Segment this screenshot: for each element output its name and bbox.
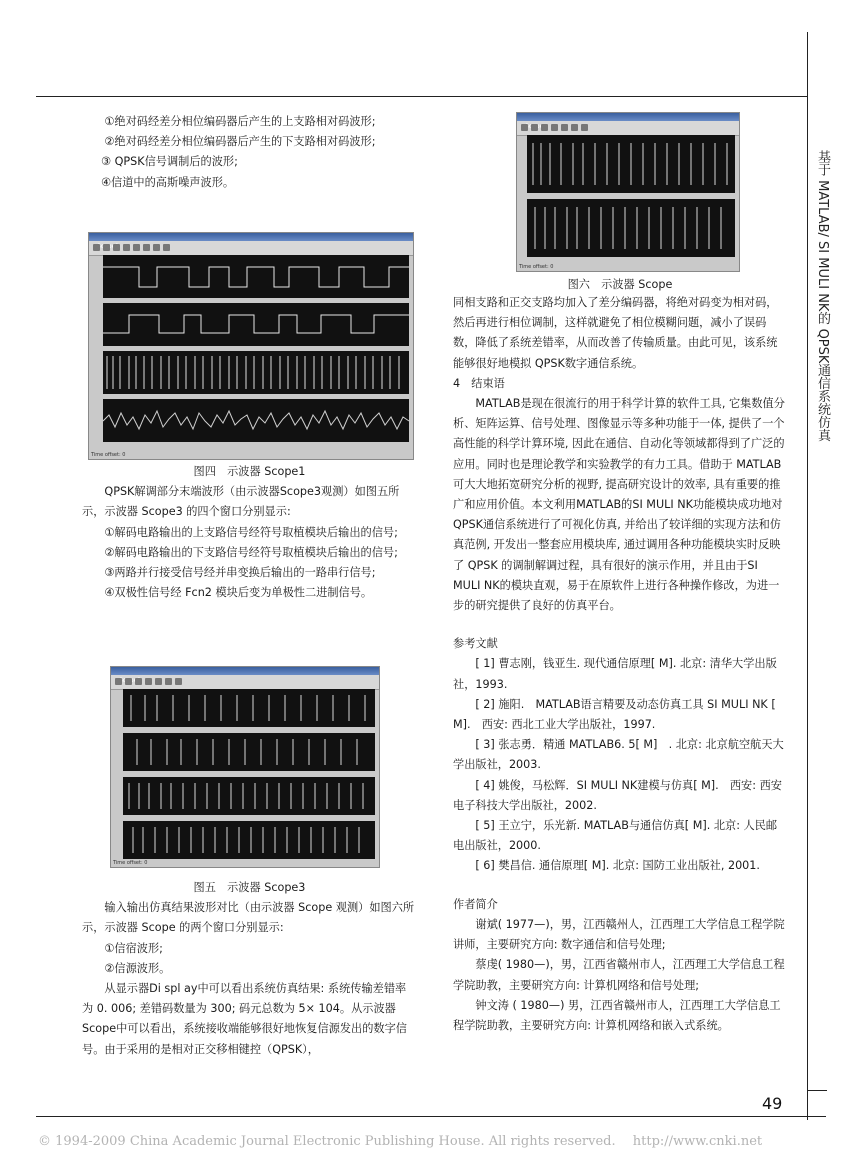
window-titlebar (111, 667, 379, 675)
paragraph: MATLAB是现在很流行的用于科学计算的软件工具, 它集数值分析、矩阵运算、信号处理、图像显示等多种功能于一体, 提供了一个高性能的科学计算环境, 因此在通信、自动化等领域都得到了广泛的应用。同时也是理论教学和实验教学的有力工具。借助于 MATLAB可大大地拓宽研究分析的视野, 提高研究设计的效率, 具有重要的推广和应用价值。本文利用MATLAB的SI MULI NK功能模块成功地对QPSK通信系统进行了可视化仿真, 并给出了较详细的实现方法和仿真范例, 开发出一整套应用模块库, 通过调用各种功能模块实时反映了 QPSK 的调制解调过程，具有很好的演示作用，并且由于SI MULI NK的模块直观，易于在原软件上进行各种操作修改，为进一步的研究提供了良好的仿真平台。 (453, 397, 785, 613)
reference-item: [ 1] 曹志刚，钱亚生. 现代通信原理[ M]. 北京: 清华大学出版社，1993. (453, 657, 777, 691)
section-heading: 4 结束语 (453, 376, 505, 390)
right-column (453, 293, 787, 1036)
paragraph: ③ QPSK信号调制后的波形; (101, 155, 238, 169)
paragraph: ④信道中的高斯噪声波形。 (101, 175, 235, 189)
reference-item: [ 4] 姚俊，马松辉．SI MULI NK建模与仿真[ M]. 西安: 西安电子科技大学出版社，2002. (453, 778, 782, 812)
scope-plots (517, 133, 739, 271)
paragraph: ①信宿波形; (104, 941, 163, 955)
left-column (82, 112, 417, 193)
scope3-figure (110, 666, 380, 868)
window-titlebar (517, 113, 739, 121)
fig5-caption-block (82, 878, 417, 1060)
paragraph: ②信源波形。 (104, 961, 171, 975)
header-rule (36, 96, 808, 97)
author-bio: 蔡虔( 1980—)，男，江西省赣州市人，江西理工大学信息工程学院助教，主要研究方向: 计算机网络和信号处理; (453, 958, 785, 992)
scope3-plots (111, 687, 379, 867)
figure-caption: 图五 示波器 Scope3 (193, 881, 306, 894)
time-offset-label: Time offset: 0 (91, 452, 126, 458)
window-titlebar (89, 233, 413, 241)
copyright-footer: © 1994-2009 China Academic Journal Electronic Publishing House. All rights reserved. http://www.cnki.net (38, 1134, 763, 1149)
scope-figure (516, 112, 740, 272)
time-offset-label: Time offset: 0 (113, 860, 148, 866)
reference-item: [ 5] 王立宁，乐光新. MATLAB与通信仿真[ M]. 北京: 人民邮电出版社，2000. (453, 819, 778, 853)
time-offset-label: Time offset: 0 (519, 264, 554, 270)
author-bio: 钟文涛 ( 1980—) 男，江西省赣州市人，江西理工大学信息工程学院助教，主要研究方向: 计算机网络和嵌入式系统。 (453, 998, 781, 1032)
fig4-caption-block (82, 462, 417, 603)
scope1-plots (89, 253, 413, 459)
paragraph: ①解码电路输出的上支路信号经符号取植模块后输出的信号; (104, 525, 398, 539)
paragraph: ①绝对码经差分相位编码器后产生的上支路相对码波形; (104, 115, 376, 128)
paragraph: 从显示器Di spl ay中可以看出系统仿真结果: 系统传输差错率为 0. 006; 差错码数量为 300; 码元总数为 5× 104。从示波器 Scope中可以看出，系统接收端能够很好地恢复信源发出的数字信号。由于采用的是相对正交移相键控（QPSK）， (82, 982, 407, 1056)
scope1-figure (88, 232, 414, 460)
paragraph: 同相支路和正交支路均加入了差分编码器，将绝对码变为相对码，然后再进行相位调制，这样就避免了相位模糊问题，减小了误码数，降低了系统差错率，从而改善了传输质量。由此可见，该系统能够很好地模拟 QPSK数字通信系统。 (453, 296, 778, 370)
figure-caption: 图六 示波器 Scope (567, 278, 673, 291)
margin-rule (807, 32, 808, 1120)
reference-item: [ 6] 樊昌信. 通信原理[ M]. 北京: 国防工业出版社, 2001. (475, 859, 760, 873)
reference-item: [ 3] 张志勇．精通 MATLAB6. 5[ M] . 北京: 北京航空航天大学出版社，2003. (453, 738, 784, 772)
paragraph: ②绝对码经差分相位编码器后产生的下支路相对码波形; (104, 135, 376, 149)
footer-rule (36, 1116, 826, 1117)
paragraph: ④双极性信号经 Fcn2 模块后变为单极性二进制信号。 (104, 586, 373, 600)
references-heading: 参考文献 (453, 637, 498, 651)
paragraph: ③两路并行接受信号经并串变换后输出的一路串行信号; (104, 566, 376, 580)
page-number: 49 (762, 1094, 783, 1113)
author-bio: 谢斌( 1977—)，男，江西赣州人，江西理工大学信息工程学院讲师，主要研究方向: 数字通信和信号处理; (453, 917, 785, 952)
figure-caption: 图四 示波器 Scope1 (193, 465, 306, 478)
page-tick (807, 1090, 827, 1091)
paragraph: 输入输出仿真结果波形对比（由示波器 Scope 观测）如图六所示，示波器 Scope 的两个窗口分别显示: (82, 901, 415, 935)
running-title: 基于 MATLAB/ SI MULI NK的 QPSK通信系统仿真 (815, 150, 830, 442)
paragraph: ②解码电路输出的下支路信号经符号取植模块后输出的信号; (104, 545, 398, 559)
reference-item: [ 2] 施阳. MATLAB语言精要及动态仿真工具 SI MULI NK [ M]. 西安: 西北工业大学出版社，1997. (453, 697, 776, 732)
authors-heading: 作者简介 (453, 897, 498, 911)
paragraph: QPSK解调部分末端波形（由示波器Scope3观测）如图五所示，示波器 Scope3 的四个窗口分别显示: (82, 485, 400, 519)
